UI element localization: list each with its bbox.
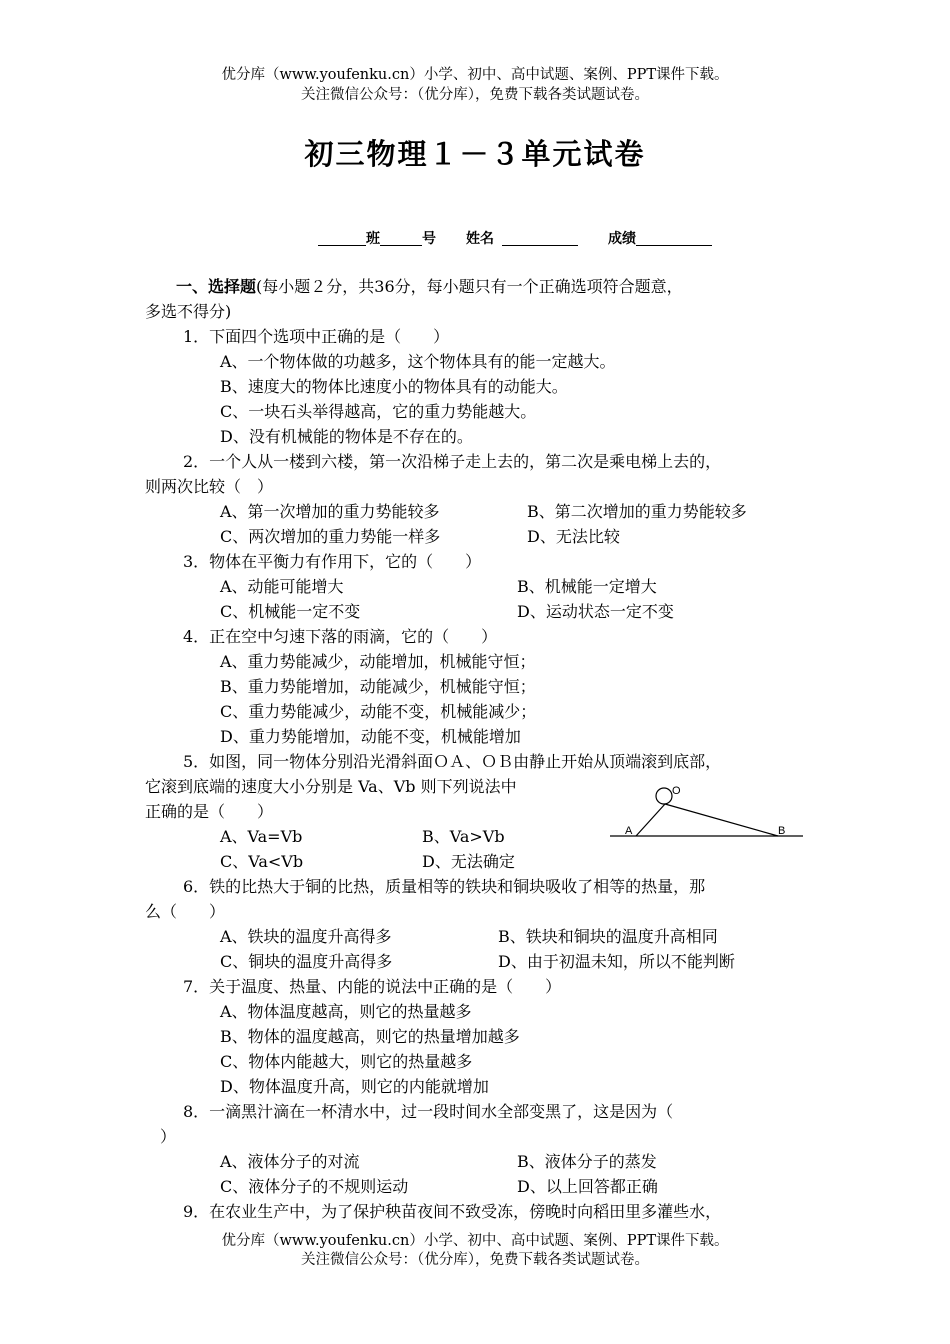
- name-label: 姓名: [466, 231, 494, 247]
- class-label: 班: [366, 231, 380, 247]
- q1-option-b: B、速度大的物体比速度小的物体具有的动能大。: [220, 377, 568, 396]
- q8-option-a: A、液体分子的对流: [220, 1152, 360, 1171]
- q5-option-c: C、Va<Vb: [220, 852, 304, 871]
- q2-option-c: C、两次增加的重力势能一样多: [220, 527, 441, 546]
- q2-stem-cont: 则两次比较（ ）: [145, 477, 274, 496]
- q1-stem: 1．下面四个选项中正确的是（ ）: [183, 327, 450, 346]
- slope-ob: [665, 804, 778, 836]
- q1-option-a: A、一个物体做的功越多，这个物体具有的能一定越大。: [220, 352, 616, 371]
- q3-stem: 3．物体在平衡力有作用下，它的（ ）: [183, 552, 482, 571]
- number-label: 号: [422, 231, 436, 247]
- q2-stem: 2．一个人从一楼到六楼，第一次沿梯子走上去的，第二次是乘电梯上去的，: [183, 452, 722, 471]
- label-b: B: [778, 825, 786, 837]
- q8-stem: 8．一滴黑汁滴在一杯清水中，过一段时间水全部变黑了，这是因为（: [183, 1102, 674, 1121]
- q4-option-d: D、重力势能增加，动能不变，机械能增加: [220, 727, 521, 746]
- q2-option-d: D、无法比较: [527, 527, 620, 546]
- number-blank[interactable]: [380, 231, 422, 246]
- q5-stem-cont: 它滚到底端的速度大小分别是 Va、Vb 则下列说法中: [145, 777, 517, 796]
- q6-option-a: A、铁块的温度升高得多: [220, 927, 392, 946]
- slope-oa: [636, 804, 665, 836]
- q4-option-b: B、重力势能增加，动能减少，机械能守恒；: [220, 677, 536, 696]
- q5-option-a: A、Va=Vb: [220, 827, 303, 846]
- ball: [656, 788, 672, 804]
- q7-option-a: A、物体温度越高，则它的热量越多: [220, 1002, 472, 1021]
- q3-option-b: B、机械能一定增大: [517, 577, 657, 596]
- q6-option-c: C、铜块的温度升高得多: [220, 952, 393, 971]
- score-blank[interactable]: [636, 231, 712, 246]
- q3-option-d: D、运动状态一定不变: [517, 602, 674, 621]
- q5-stem: 5．如图，同一物体分别沿光滑斜面ＯＡ、ＯＢ由静止开始从顶端滚到底部，: [183, 752, 722, 771]
- q1-option-c: C、一块石头举得越高，它的重力势能越大。: [220, 402, 537, 421]
- q6-option-b: B、铁块和铜块的温度升高相同: [498, 927, 718, 946]
- q5-stem-cont-2: 正确的是（ ）: [145, 802, 274, 821]
- q6-option-d: D、由于初温未知，所以不能判断: [498, 952, 735, 971]
- q2-option-a: A、第一次增加的重力势能较多: [220, 502, 440, 521]
- class-blank[interactable]: [318, 231, 366, 246]
- q3-option-a: A、动能可能增大: [220, 577, 344, 596]
- q1-option-d: D、没有机械能的物体是不存在的。: [220, 427, 473, 446]
- q9-stem: 9．在农业生产中，为了保护秧苗夜间不致受冻，傍晚时向稻田里多灌些水，: [183, 1202, 722, 1221]
- incline-figure: [600, 780, 810, 845]
- q2-option-b: B、第二次增加的重力势能较多: [527, 502, 747, 521]
- q8-option-c: C、液体分子的不规则运动: [220, 1177, 409, 1196]
- q7-stem: 7．关于温度、热量、内能的说法中正确的是（ ）: [183, 977, 562, 996]
- q8-stem-cont: ）: [160, 1127, 177, 1146]
- label-a: A: [625, 825, 633, 837]
- q6-stem: 6．铁的比热大于铜的比热，质量相等的铁块和铜块吸收了相等的热量，那: [183, 877, 706, 896]
- section-heading: [176, 277, 683, 297]
- section-note: (每小题２分，共36分，每小题只有一个正确选项符合题意，: [256, 277, 683, 296]
- q7-option-c: C、物体内能越大，则它的热量越多: [220, 1052, 473, 1071]
- student-info-row: [318, 228, 712, 248]
- section-note-cont: 多选不得分): [145, 302, 232, 321]
- exam-title: 初三物理１－３单元试卷: [304, 137, 646, 171]
- page-footer-line-1: 优分库（www.youfenku.cn）小学、初中、高中试题、案例、PPT课件下载。: [221, 1233, 729, 1249]
- page-header-line-2: 关注微信公众号：（优分库），免费下载各类试题试卷。: [301, 87, 649, 103]
- q5-option-d: D、无法确定: [422, 852, 515, 871]
- name-blank[interactable]: [502, 231, 578, 246]
- q7-option-b: B、物体的温度越高，则它的热量增加越多: [220, 1027, 520, 1046]
- q4-option-c: C、重力势能减少，动能不变，机械能减少；: [220, 702, 537, 721]
- q3-option-c: C、机械能一定不变: [220, 602, 361, 621]
- q6-stem-cont: 么（ ）: [145, 902, 226, 921]
- q4-option-a: A、重力势能减少，动能增加，机械能守恒；: [220, 652, 536, 671]
- label-o: O: [672, 785, 681, 797]
- q7-option-d: D、物体温度升高，则它的内能就增加: [220, 1077, 489, 1096]
- page-header-line-1: 优分库（www.youfenku.cn）小学、初中、高中试题、案例、PPT课件下载。: [221, 67, 729, 83]
- q5-option-b: B、Va>Vb: [422, 827, 505, 846]
- q4-stem: 4．正在空中匀速下落的雨滴，它的（ ）: [183, 627, 498, 646]
- section-title: 一、选择题: [176, 277, 257, 296]
- page-footer-line-2: 关注微信公众号：（优分库），免费下载各类试题试卷。: [301, 1252, 649, 1268]
- score-label: 成绩: [608, 231, 636, 247]
- q8-option-b: B、液体分子的蒸发: [517, 1152, 657, 1171]
- q8-option-d: D、以上回答都正确: [517, 1177, 658, 1196]
